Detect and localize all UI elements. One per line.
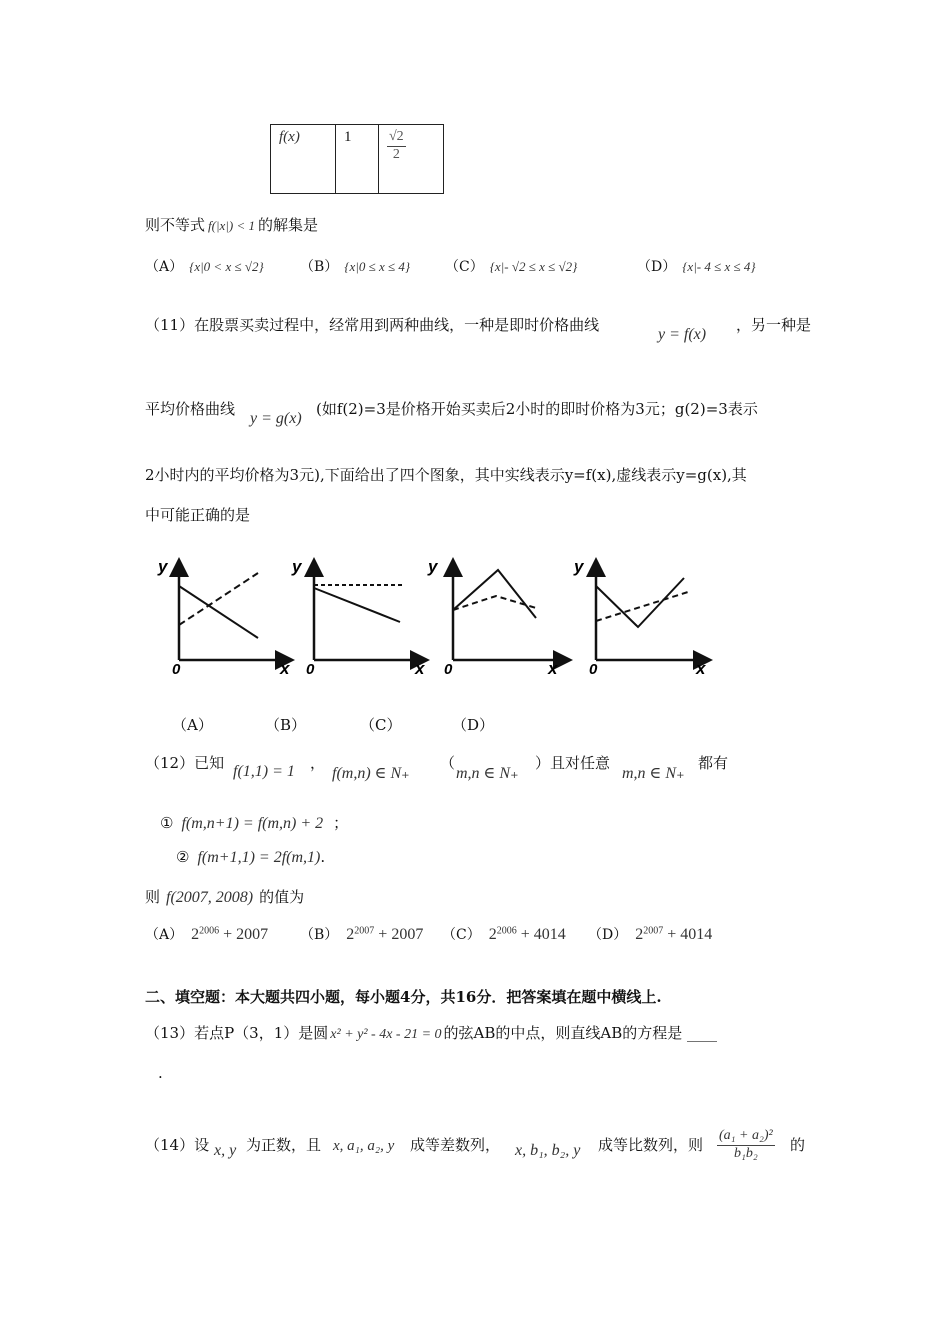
q11-line3: 2小时内的平均价格为3元),下面给出了四个图象，其中实线表示y=f(x),虚线表示y=g(x),其 [145, 466, 747, 484]
q14-suffix: 的 [790, 1136, 806, 1154]
value-table [270, 124, 444, 194]
table-cell-sqrt2-over-2: $\frac{√2}{2}$ [379, 125, 444, 194]
graph-a [157, 557, 291, 678]
q12-option-a: （A） $2^{2006} + 2007$ [145, 925, 269, 943]
q14-prefix: （14）设 [145, 1136, 210, 1154]
graph-d [573, 557, 708, 678]
q14-mid1: 为正数，且 [246, 1136, 322, 1154]
graph-label-a: （A） [172, 716, 213, 734]
q13-end: . [158, 1064, 163, 1082]
graph-a-dashed-line [179, 573, 258, 625]
graph-d-y-label: y [574, 557, 584, 576]
graph-c-origin: 0 [444, 661, 453, 678]
q12-paren-close: ）且对任意 [535, 754, 611, 772]
q13: （13）若点P（3，1）是圆 x² + y² - 4x - 21 = 0 的弦AB的中点，则直线AB的方程是 ____ [145, 1024, 718, 1042]
q12-cond1: f(1,1) = 1 [233, 763, 295, 780]
graph-b-origin: 0 [306, 661, 315, 678]
q11-eq-gx: y = g(x) [250, 410, 302, 427]
q10-option-c: （C） {x|- √2 ≤ x ≤ √2} [445, 259, 578, 275]
q12-suffix: 都有 [698, 754, 729, 772]
q14-seq2: x, b₁, b₂, y [515, 1142, 581, 1159]
table-cell-one: 1 [336, 125, 379, 194]
q12-option-c: （C） $2^{2006} + 4014$ [442, 925, 566, 943]
q12-cond3: m,n ∈ N₊ [456, 765, 519, 782]
graph-label-d: （D） [452, 716, 495, 734]
q12-option-b: （B） $2^{2007} + 2007$ [300, 925, 424, 943]
q12-cond2: f(m,n) ∈ N₊ [332, 765, 410, 782]
q12-ask: 则 f(2007, 2008) 的值为 [145, 888, 305, 906]
q14-mid2: 成等差数列， [410, 1136, 501, 1154]
q12-comma: ， [310, 754, 326, 772]
q11-line1: （11）在股票买卖过程中，经常用到两种曲线，一种是即时价格曲线 [145, 316, 600, 334]
q11-line2-end: (如f(2)=3是价格开始买卖后2小时的即时价格为3元；g(2)=3表示 [316, 400, 758, 418]
graph-b-y-label: y [292, 557, 302, 576]
graph-c-x-label: x [548, 659, 558, 678]
graph-d-dashed-line [596, 592, 688, 621]
graph-a-y-label: y [158, 557, 168, 576]
graph-label-c: （C） [360, 716, 402, 734]
graph-c [427, 557, 568, 678]
q10-option-b: （B） {x|0 ≤ x ≤ 4} [300, 259, 411, 275]
q14-fraction: $\frac{\text{(a₁ + a₂)²}}{\text{b₁b₂}}$ [719, 1128, 773, 1161]
q11-eq-fx: y = f(x) [658, 326, 707, 343]
graph-b-solid-line [314, 588, 400, 622]
q14-vars: x, y [214, 1142, 237, 1159]
q11-line4: 中可能正确的是 [145, 506, 251, 524]
graph-a-origin: 0 [172, 661, 181, 678]
graph-c-y-label: y [428, 557, 438, 576]
table-cell-fx: f(x) [271, 125, 336, 194]
graph-c-solid-line [453, 570, 536, 618]
q10-option-d: （D） {x|- 4 ≤ x ≤ 4} [637, 259, 756, 275]
q12-cond4: m,n ∈ N₊ [622, 765, 685, 782]
q12-prefix: （12）已知 [145, 754, 225, 772]
graph-b [291, 557, 426, 678]
q11-line2-start: 平均价格曲线 [145, 400, 236, 418]
graph-d-solid-line [596, 578, 684, 627]
graph-b-x-label: x [415, 659, 425, 678]
q10-question: 则不等式 f(|x|) < 1 的解集是 [145, 216, 318, 234]
q14-mid3: 成等比数列，则 [598, 1136, 704, 1154]
graph-d-x-label: x [696, 659, 706, 678]
q12-option-d: （D） $2^{2007} + 4014$ [588, 925, 713, 943]
graph-a-x-label: x [280, 659, 290, 678]
q11-graphs [140, 548, 740, 688]
q14-seq1: x, a₁, a₂, y [333, 1138, 395, 1154]
q10-option-a: （A） {x|0 < x ≤ √2} [145, 259, 264, 275]
graph-a-solid-line [179, 586, 258, 638]
graph-d-origin: 0 [589, 661, 598, 678]
graph-label-b: （B） [265, 716, 307, 734]
q12-paren-open: （ [440, 754, 456, 772]
q12-rule1: ① f(m,n+1) = f(m,n) + 2 ； [160, 814, 349, 832]
q12-rule2: ② f(m+1,1) = 2f(m,1). [176, 848, 326, 866]
q11-line1-end: ，另一种是 [736, 316, 812, 334]
section2-heading: 二、填空题：本大题共四小题，每小题4分，共16分．把答案填在题中横线上. [145, 988, 662, 1006]
